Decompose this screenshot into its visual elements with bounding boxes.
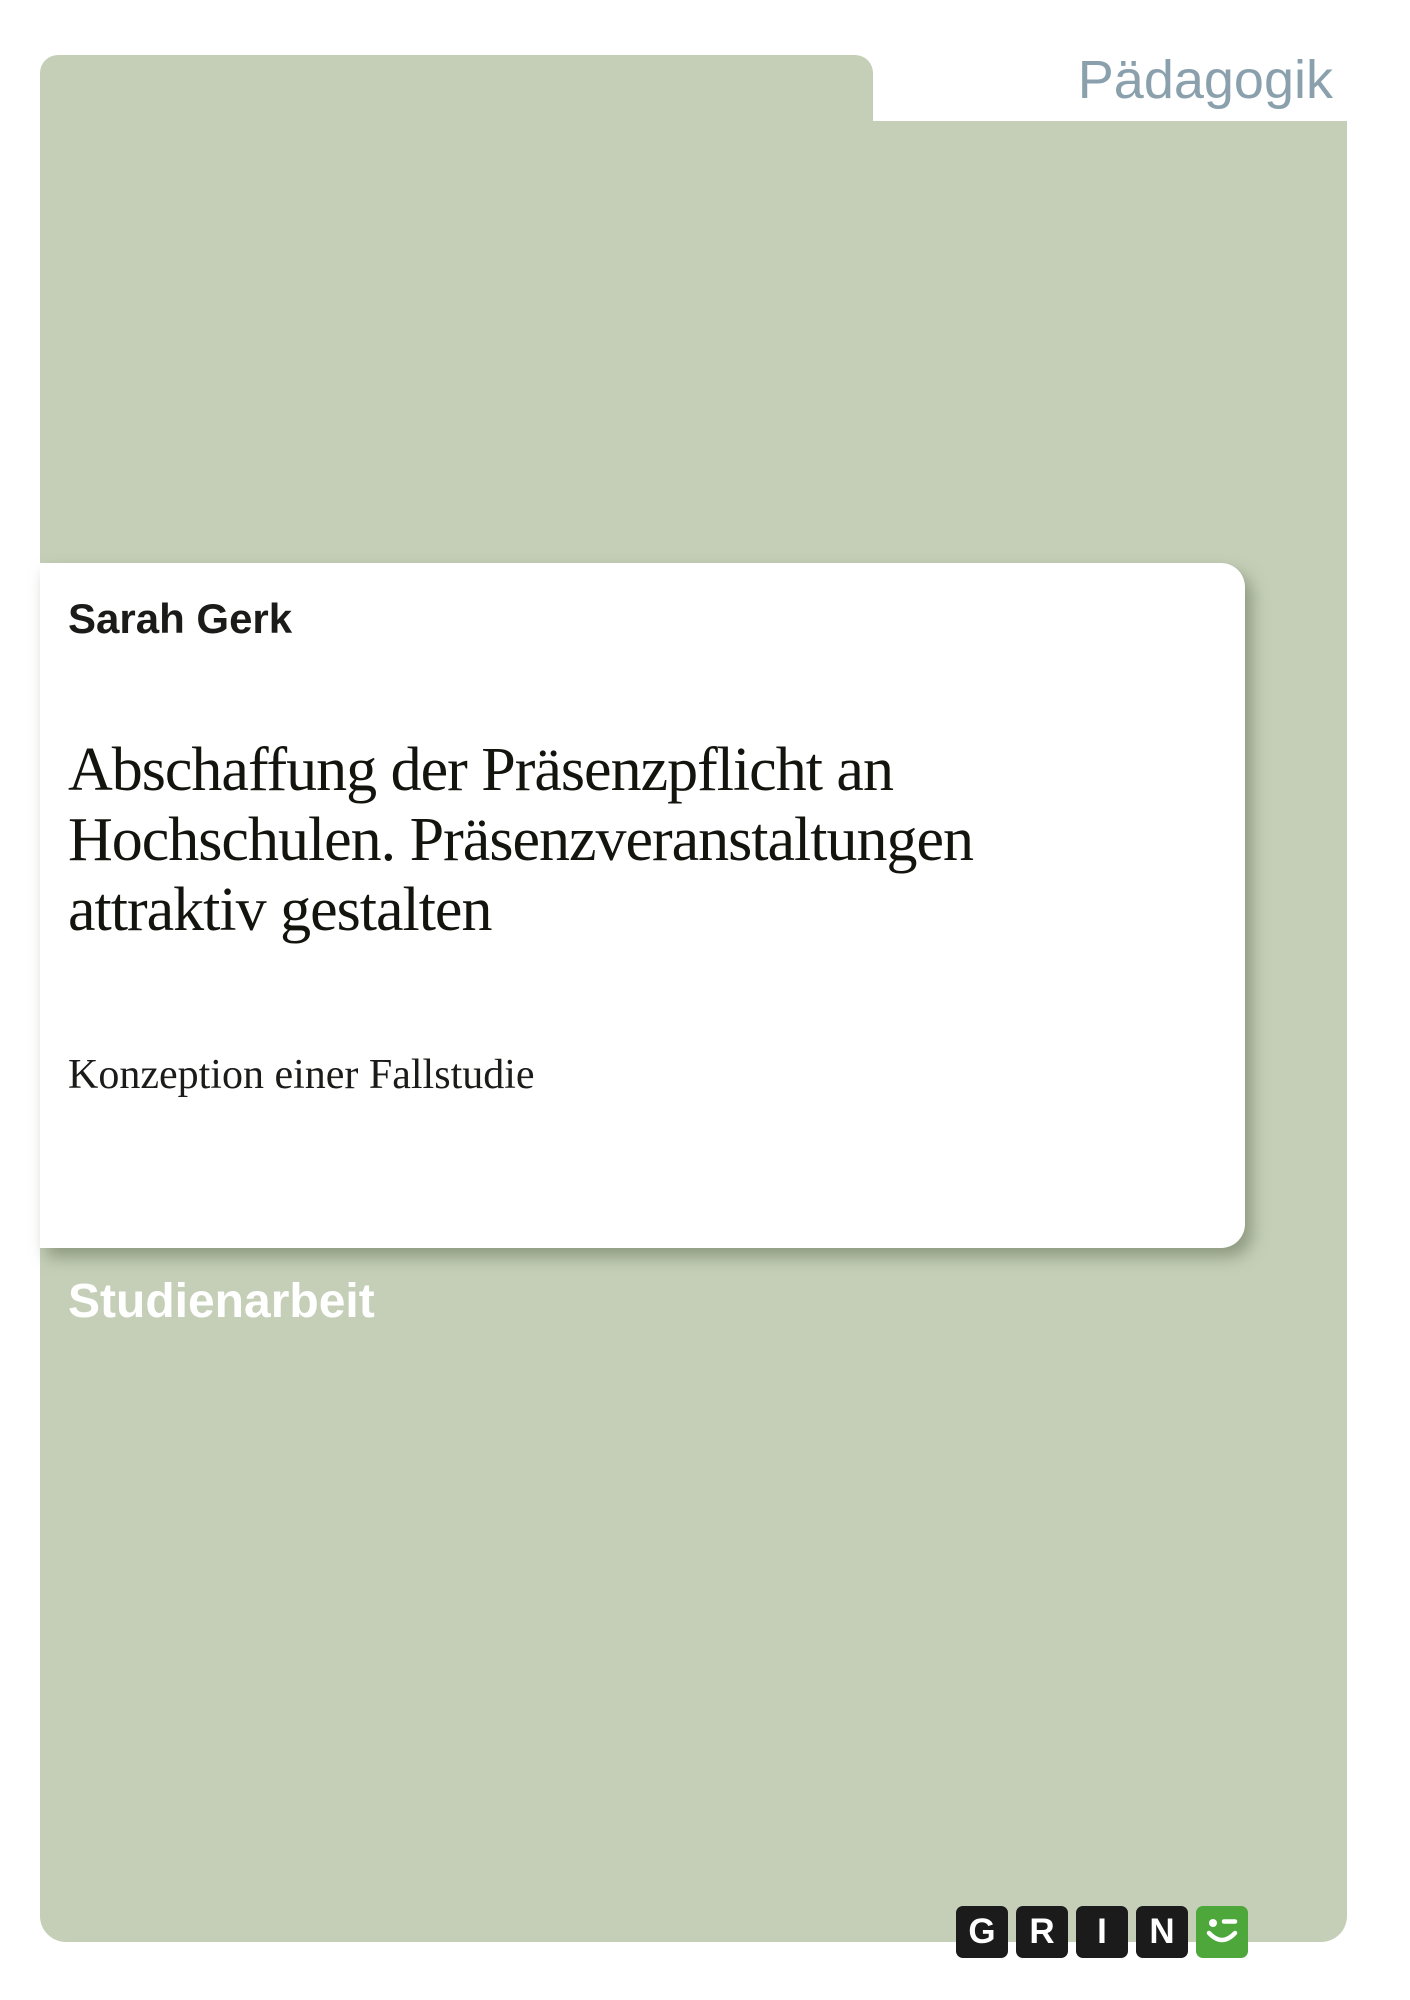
book-title bbox=[68, 735, 1217, 945]
document-type-label: Studienarbeit bbox=[68, 1275, 375, 1328]
winking-smiley-svg bbox=[1196, 1906, 1248, 1958]
logo-letter-n: N bbox=[1149, 1911, 1175, 1951]
logo-letter-g: G bbox=[968, 1911, 996, 1951]
title-card bbox=[40, 563, 1245, 1248]
category-label: Pädagogik bbox=[1077, 50, 1333, 110]
grin-logo bbox=[956, 1906, 1248, 1958]
logo-letter-square bbox=[1016, 1906, 1068, 1958]
winking-smiley-icon bbox=[1196, 1906, 1248, 1958]
author-name: Sarah Gerk bbox=[68, 595, 293, 642]
book-subtitle: Konzeption einer Fallstudie bbox=[68, 1052, 535, 1098]
title-line-3: attraktiv gestalten bbox=[68, 876, 492, 944]
title-line-1: Abschaffung der Präsenzpflicht an bbox=[68, 736, 893, 804]
logo-letter-square bbox=[1136, 1906, 1188, 1958]
logo-letter-square bbox=[1076, 1906, 1128, 1958]
logo-letter-square bbox=[956, 1906, 1008, 1958]
logo-letter-i: I bbox=[1097, 1911, 1107, 1951]
title-line-2: Hochschulen. Präsenzveranstaltungen bbox=[68, 806, 974, 874]
cover-panel-tab bbox=[40, 55, 873, 127]
logo-letter-r: R bbox=[1029, 1911, 1055, 1951]
